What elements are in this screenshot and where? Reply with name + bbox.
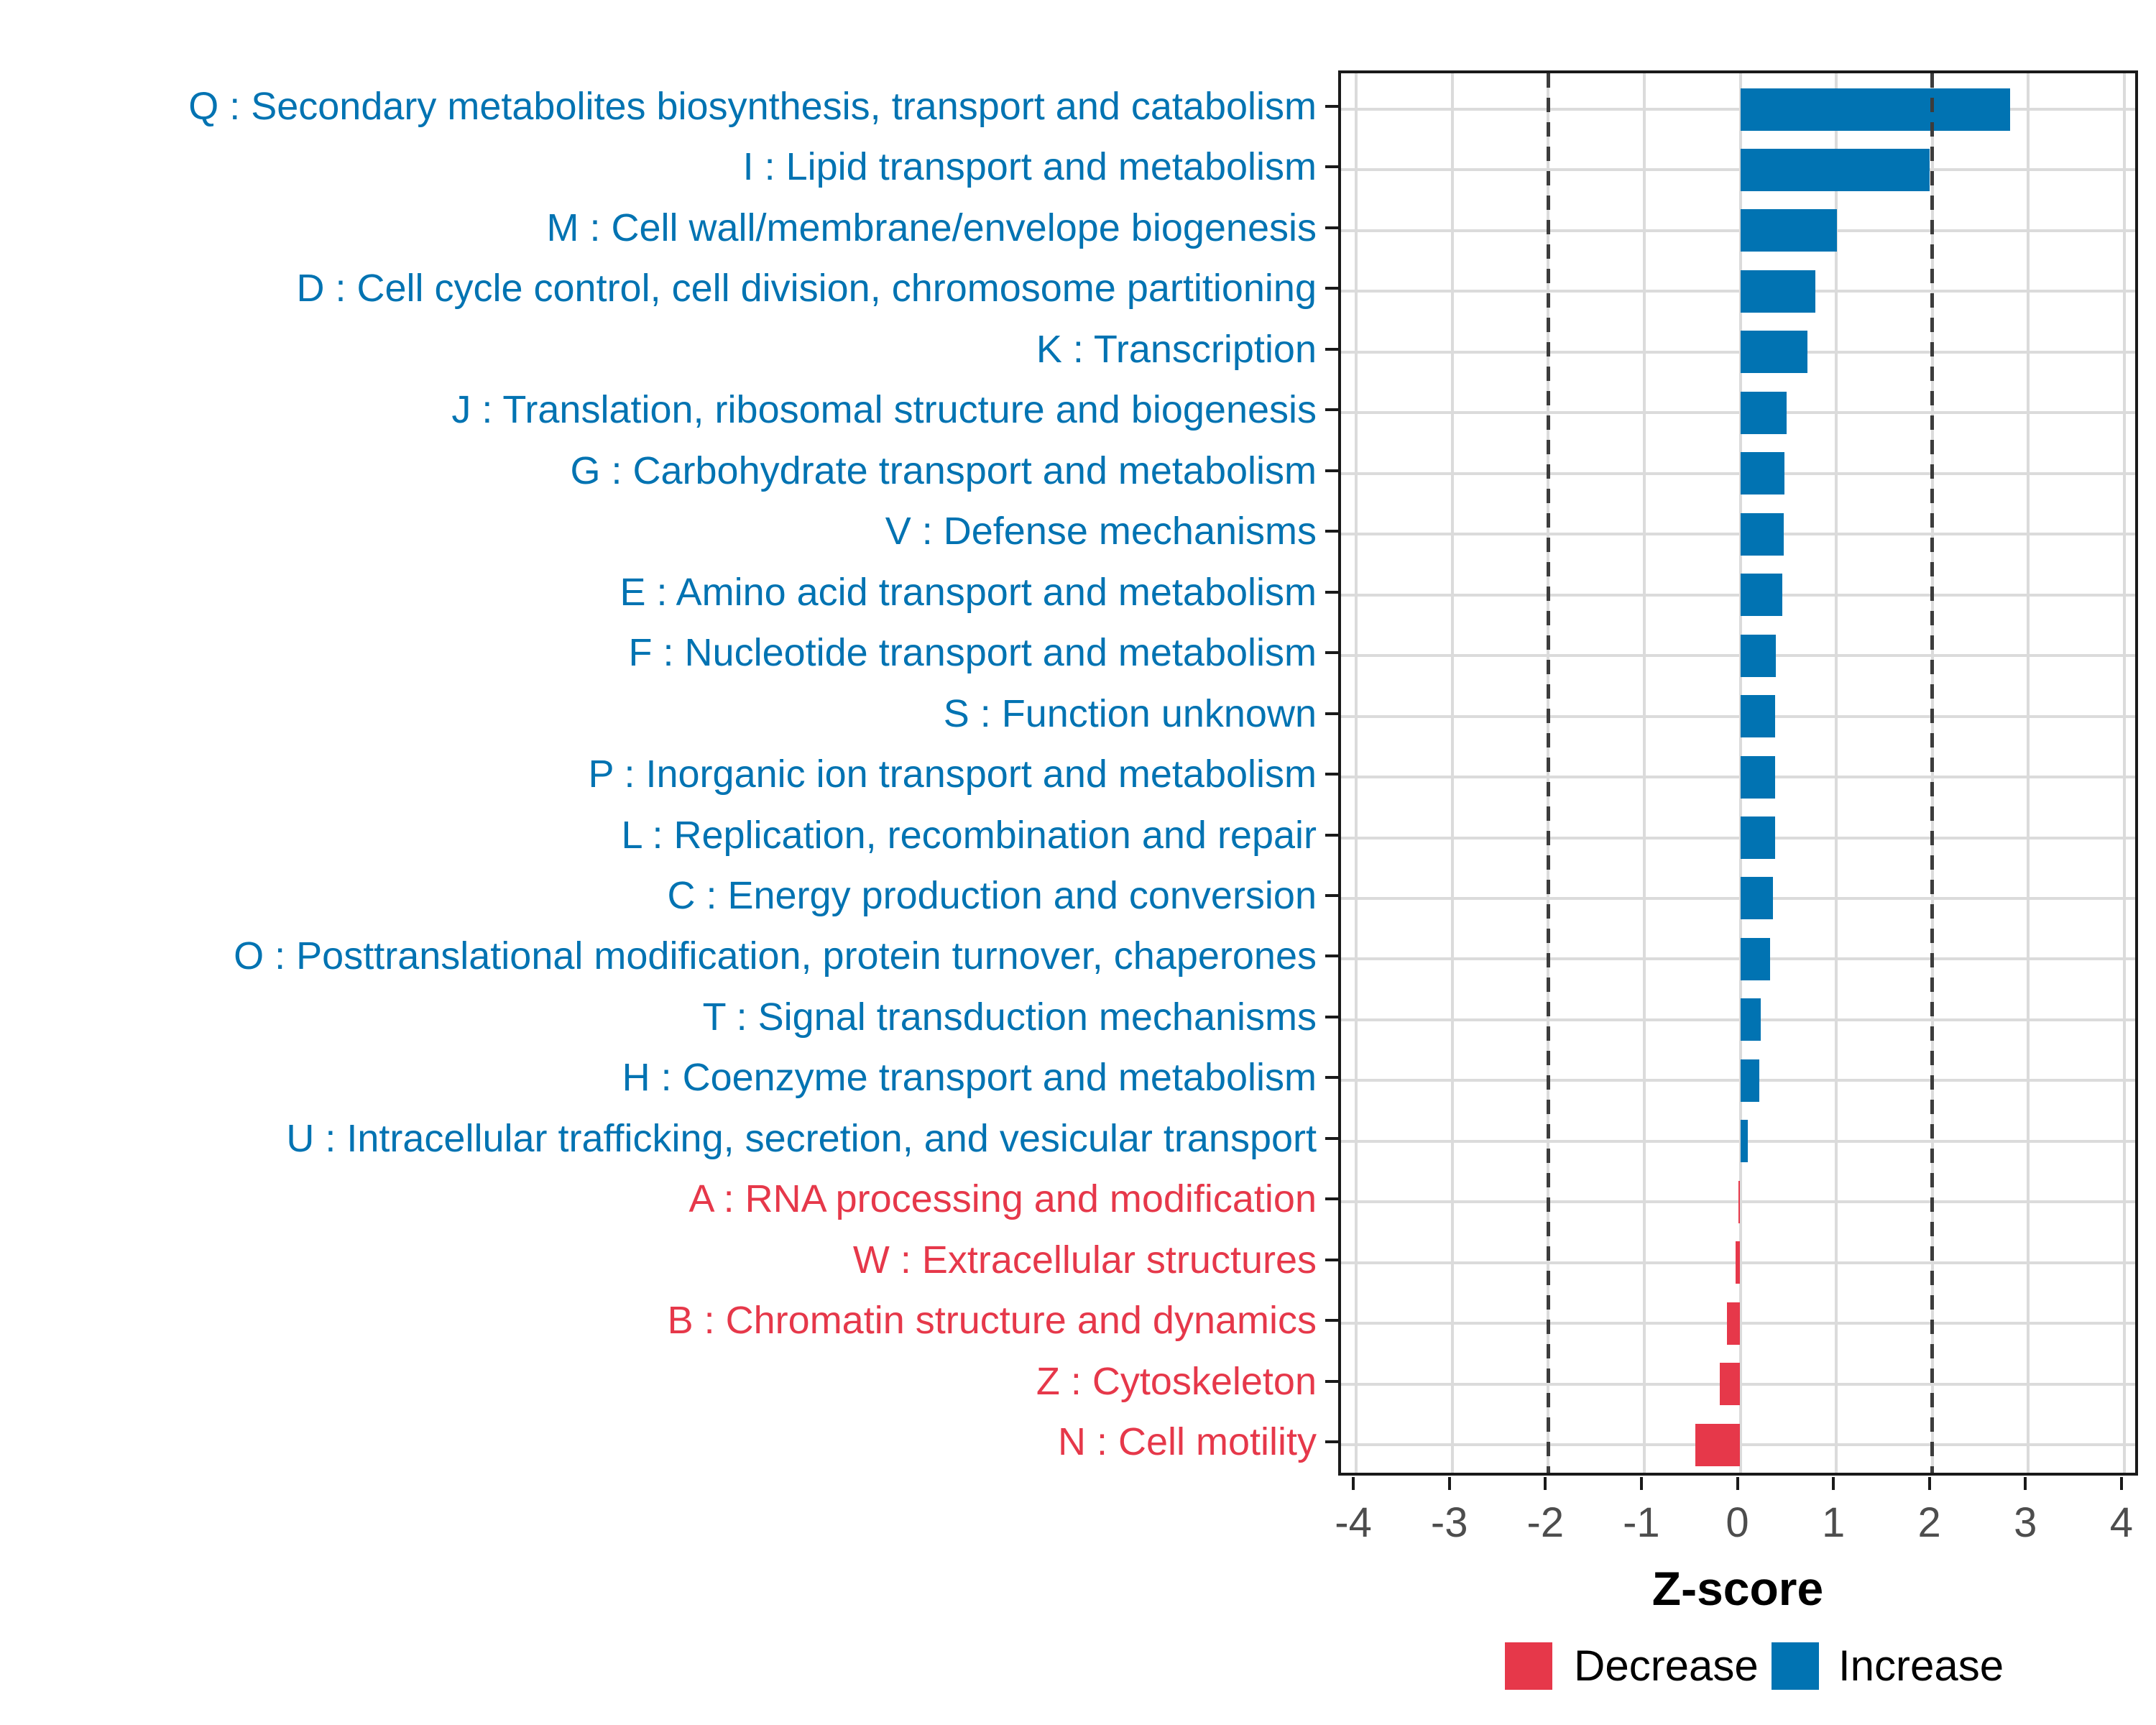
- plot-panel: [1338, 70, 2138, 1476]
- x-tick: [2024, 1477, 2027, 1490]
- x-tick-label: 1: [1821, 1499, 1846, 1546]
- category-label: S : Function unknown: [943, 691, 1317, 735]
- y-tick: [1325, 651, 1338, 654]
- bar-i: [1741, 149, 1930, 191]
- bar-h: [1741, 1059, 1760, 1102]
- x-tick: [1928, 1477, 1931, 1490]
- bar-b: [1727, 1302, 1741, 1345]
- category-label: Q : Secondary metabolites biosynthesis, transport and catabolism: [188, 85, 1317, 128]
- category-label: H : Coenzyme transport and metabolism: [622, 1056, 1317, 1100]
- horizontal-gridline: [1341, 168, 2138, 171]
- vertical-gridline: [1835, 73, 1838, 1476]
- y-tick: [1325, 469, 1338, 472]
- y-tick: [1325, 773, 1338, 776]
- x-axis-title: Z-score: [1651, 1562, 1824, 1615]
- y-tick: [1325, 348, 1338, 351]
- horizontal-gridline: [1341, 1140, 2138, 1143]
- x-tick-label: 3: [2014, 1499, 2037, 1546]
- category-label: K : Transcription: [1036, 327, 1317, 371]
- x-tick-label: 0: [1726, 1499, 1749, 1546]
- y-tick: [1325, 530, 1338, 533]
- y-tick: [1325, 165, 1338, 168]
- bar-k: [1741, 331, 1808, 373]
- horizontal-gridline: [1341, 411, 2138, 414]
- y-tick: [1325, 408, 1338, 411]
- bar-s: [1741, 695, 1775, 737]
- bar-d: [1741, 270, 1815, 313]
- horizontal-gridline: [1341, 1018, 2138, 1021]
- category-label: B : Chromatin structure and dynamics: [667, 1299, 1317, 1343]
- vertical-gridline: [2027, 73, 2030, 1476]
- category-label: W : Extracellular structures: [852, 1238, 1317, 1282]
- x-tick-label: -4: [1335, 1499, 1372, 1546]
- x-tick: [1736, 1477, 1739, 1490]
- horizontal-gridline: [1341, 533, 2138, 535]
- bar-q: [1741, 88, 2010, 131]
- category-label: N : Cell motility: [1057, 1420, 1317, 1464]
- bar-e: [1741, 574, 1783, 616]
- category-label: T : Signal transduction mechanisms: [702, 995, 1317, 1039]
- x-tick: [1640, 1477, 1643, 1490]
- category-label: E : Amino acid transport and metabolism: [619, 570, 1317, 614]
- y-tick: [1325, 1197, 1338, 1200]
- category-label: G : Carbohydrate transport and metabolism: [570, 448, 1317, 492]
- x-tick: [1448, 1477, 1451, 1490]
- category-label: U : Intracellular trafficking, secretion, and vesicular transport: [286, 1116, 1317, 1160]
- y-tick: [1325, 105, 1338, 108]
- bar-m: [1741, 209, 1838, 252]
- bar-a: [1738, 1181, 1741, 1223]
- y-tick: [1325, 1319, 1338, 1322]
- horizontal-gridline: [1341, 351, 2138, 354]
- bar-c: [1741, 877, 1773, 919]
- vertical-gridline: [2123, 73, 2126, 1476]
- y-tick: [1325, 1440, 1338, 1443]
- x-tick-label: 2: [1917, 1499, 1941, 1546]
- legend-label-decrease: Decrease: [1574, 1642, 1759, 1690]
- horizontal-gridline: [1341, 472, 2138, 475]
- y-tick: [1325, 894, 1338, 897]
- horizontal-gridline: [1341, 229, 2138, 232]
- x-tick-label: -2: [1526, 1499, 1565, 1546]
- horizontal-gridline: [1341, 837, 2138, 840]
- horizontal-gridline: [1341, 897, 2138, 900]
- vertical-gridline: [1451, 73, 1454, 1476]
- category-label: J : Translation, ribosomal structure and biogenesis: [451, 388, 1317, 432]
- legend-swatch-increase: [1772, 1642, 1819, 1690]
- horizontal-gridline: [1341, 715, 2138, 718]
- bar-w: [1736, 1241, 1741, 1284]
- y-tick: [1325, 287, 1338, 290]
- bar-g: [1741, 452, 1784, 494]
- horizontal-gridline: [1341, 108, 2138, 111]
- legend-swatch-decrease: [1505, 1642, 1552, 1690]
- horizontal-gridline: [1341, 957, 2138, 960]
- x-tick-label: 4: [2109, 1499, 2134, 1546]
- bar-v: [1741, 513, 1784, 556]
- category-label: O : Posttranslational modification, protein turnover, chaperones: [234, 934, 1317, 978]
- y-tick: [1325, 1259, 1338, 1261]
- x-tick-label: -3: [1430, 1499, 1468, 1546]
- category-label: A : RNA processing and modification: [688, 1177, 1317, 1221]
- x-tick: [2120, 1477, 2123, 1490]
- bar-f: [1741, 635, 1776, 677]
- y-tick: [1325, 226, 1338, 229]
- y-tick: [1325, 834, 1338, 837]
- bar-u: [1741, 1120, 1749, 1162]
- reference-line: [1547, 73, 1550, 1476]
- category-label: Z : Cytoskeleton: [1036, 1359, 1317, 1403]
- vertical-gridline: [1355, 73, 1358, 1476]
- x-tick: [1544, 1477, 1547, 1490]
- bar-o: [1741, 938, 1770, 980]
- vertical-gridline: [1643, 73, 1646, 1476]
- y-tick: [1325, 712, 1338, 715]
- bar-t: [1741, 998, 1761, 1041]
- x-tick-label: -1: [1623, 1499, 1660, 1546]
- category-label: C : Energy production and conversion: [667, 873, 1317, 917]
- y-tick: [1325, 591, 1338, 594]
- y-tick: [1325, 1076, 1338, 1079]
- horizontal-gridline: [1341, 654, 2138, 657]
- horizontal-gridline: [1341, 1079, 2138, 1082]
- y-tick: [1325, 1137, 1338, 1140]
- bar-n: [1695, 1424, 1741, 1466]
- category-label: F : Nucleotide transport and metabolism: [628, 631, 1317, 675]
- category-label: L : Replication, recombination and repair: [621, 813, 1317, 857]
- y-tick: [1325, 1016, 1338, 1018]
- category-label: D : Cell cycle control, cell division, chromosome partitioning: [296, 267, 1317, 310]
- y-tick: [1325, 1380, 1338, 1383]
- legend-label-increase: Increase: [1838, 1642, 2004, 1690]
- category-label: M : Cell wall/membrane/envelope biogenesis: [546, 206, 1317, 249]
- bar-l: [1741, 816, 1775, 859]
- horizontal-gridline: [1341, 290, 2138, 293]
- category-label: I : Lipid transport and metabolism: [742, 145, 1317, 189]
- y-tick: [1325, 954, 1338, 957]
- bar-p: [1741, 756, 1775, 799]
- x-tick: [1832, 1477, 1835, 1490]
- horizontal-gridline: [1341, 594, 2138, 597]
- horizontal-gridline: [1341, 776, 2138, 778]
- category-label: P : Inorganic ion transport and metabolism: [588, 753, 1317, 796]
- category-label: V : Defense mechanisms: [885, 510, 1317, 553]
- bar-j: [1741, 392, 1787, 434]
- bar-z: [1720, 1363, 1740, 1405]
- x-tick: [1352, 1477, 1355, 1490]
- reference-line: [1930, 73, 1934, 1476]
